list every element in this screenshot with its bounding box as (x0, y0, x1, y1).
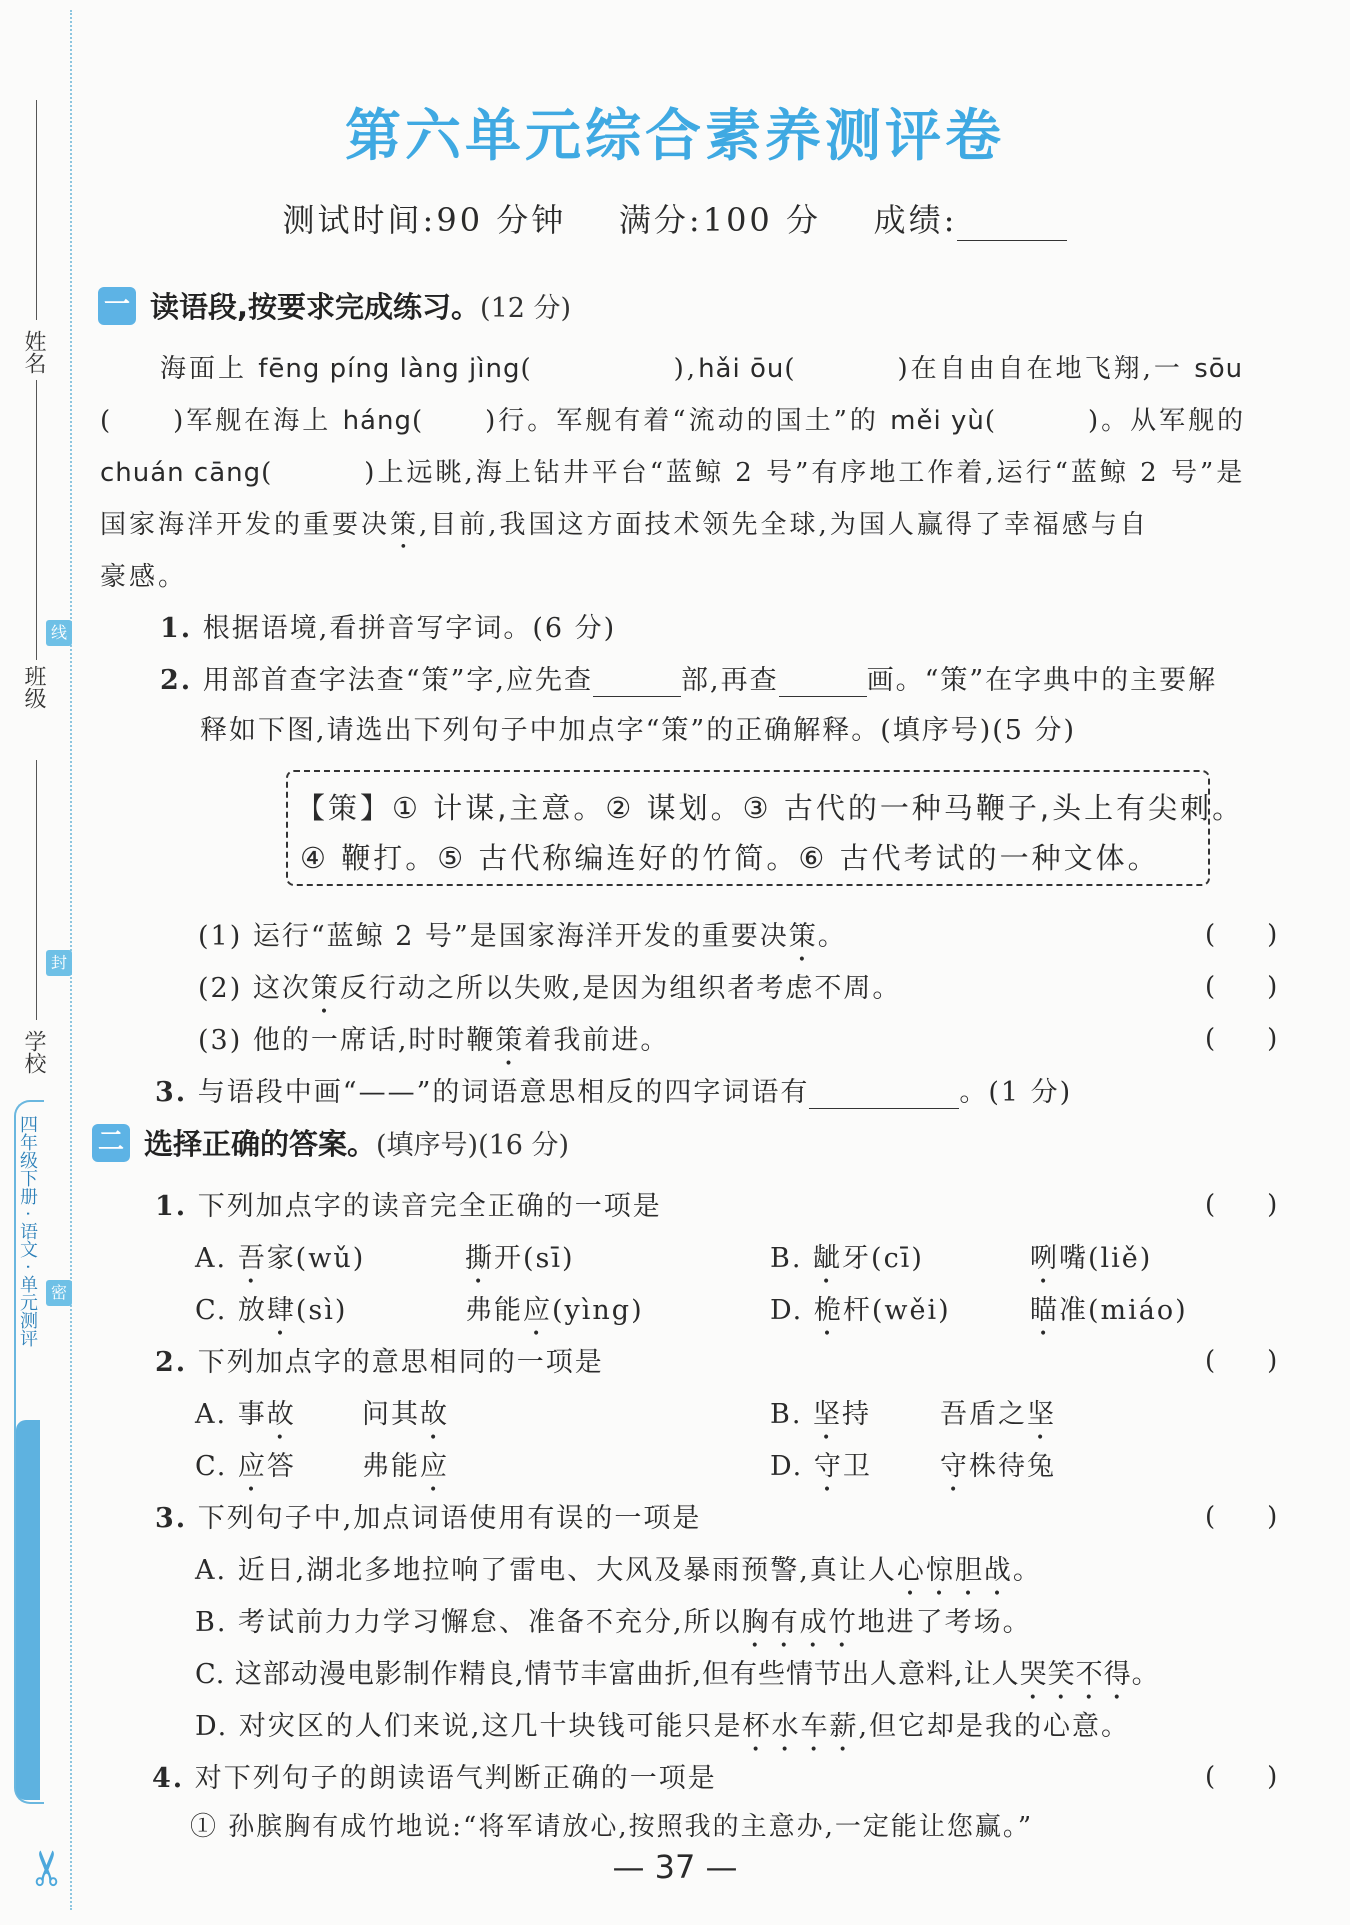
s2-q3-answer[interactable]: ( ) (1205, 1502, 1278, 1532)
s2-q1-opt-d2: 瞄准(miáo) (1030, 1295, 1188, 1326)
section2-heading (92, 1122, 569, 1163)
subq-2: (2) 这次策反行动之所以失败,是因为组织者考虑不周。 (198, 973, 902, 1004)
s2-q2-opt-a[interactable]: A. 事故 (195, 1399, 296, 1430)
section2-score: (填序号)(16 分) (376, 1130, 570, 1161)
s2-q1: 1. 下列加点字的读音完全正确的一项是 (155, 1191, 662, 1222)
cut-label-line: 线 (46, 620, 72, 646)
class-fill-line (36, 380, 37, 660)
s2-q1-opt-a[interactable]: A. 吾家(wǔ) (195, 1243, 366, 1274)
section1-title: 读语段,按要求完成练习。 (150, 290, 481, 324)
strokes-blank[interactable] (779, 670, 867, 697)
s2-q2-opt-c[interactable]: C. 应答 (195, 1451, 296, 1482)
s2-q2-opt-c2: 弗能应 (362, 1451, 449, 1482)
s1-q1: 1. 根据语境,看拼音写字词。(6 分) (160, 613, 617, 644)
definition-line-2: ④ 鞭打。⑤ 古代称编连好的竹简。⑥ 古代考试的一种文体。 (300, 841, 1160, 875)
para-line-3: chuán cāng( )上远眺,海上钻井平台“蓝鲸 2 号”有序地工作着,运行“蓝鲸 2 号”是 (100, 458, 1246, 488)
s2-q4-answer[interactable]: ( ) (1205, 1762, 1278, 1792)
page-title: 第六单元综合素养测评卷 (345, 103, 1005, 169)
subq-3: (3) 他的一席话,时时鞭策着我前进。 (198, 1025, 670, 1056)
spine-fill (16, 1420, 40, 1800)
subq-1: (1) 运行“蓝鲸 2 号”是国家海洋开发的重要决策。 (198, 921, 847, 952)
test-meta (0, 195, 1350, 241)
s2-q1-opt-a2: 撕开(sī) (465, 1243, 575, 1274)
cut-label-seal: 封 (46, 950, 72, 976)
section1-heading (98, 285, 571, 326)
scissors-icon: ✂ (20, 1847, 77, 1889)
s2-q3-opt-b[interactable]: B. 考试前力力学习懈怠、准备不充分,所以胸有成竹地进了考场。 (195, 1607, 1032, 1638)
s2-q2-opt-d[interactable]: D. 守卫 (770, 1451, 872, 1482)
s2-q4-sentence-1: ① 孙膑胸有成竹地说:“将军请放心,按照我的主意办,一定能让您赢。” (190, 1812, 1034, 1842)
s2-q3-opt-c[interactable]: C. 这部动漫电影制作精良,情节丰富曲折,但有些情节出人意料,让人哭笑不得。 (195, 1659, 1160, 1690)
s2-q3-opt-d[interactable]: D. 对灾区的人们来说,这几十块钱可能只是杯水车薪,但它却是我的心意。 (195, 1711, 1131, 1742)
s2-q2-opt-b[interactable]: B. 坚持 (770, 1399, 872, 1430)
s2-q1-opt-b2: 咧嘴(liě) (1030, 1243, 1153, 1274)
s1-q2-line1: 2. 用部首查字法查“策”字,应先查 部,再查 画。“策”在字典中的主要解 (160, 665, 1218, 696)
section2-number: 二 (92, 1124, 130, 1162)
s2-q1-opt-c2: 弗能应(yìng) (465, 1295, 644, 1326)
s2-q4: 4. 对下列句子的朗读语气判断正确的一项是 (152, 1763, 717, 1794)
name-label: 姓名 (21, 330, 46, 374)
school-label: 学校 (21, 1030, 46, 1074)
section1-number: 一 (98, 287, 136, 325)
page-number: — 37 — (612, 1848, 738, 1886)
score-blank[interactable] (957, 210, 1067, 241)
test-time: 测试时间:90 分钟 (282, 201, 567, 239)
radical-blank[interactable] (593, 670, 681, 697)
para-line-4: 国家海洋开发的重要决策,目前,我国这方面技术领先全球,为国人赢得了幸福感与自 (100, 510, 1149, 540)
s2-q2-opt-b2: 吾盾之坚 (940, 1399, 1056, 1430)
s2-q2-opt-a2: 问其故 (362, 1399, 449, 1430)
spine-text: 四年级下册 · 语文 · 单元测评 (17, 1115, 38, 1348)
school-fill-line (36, 760, 37, 1020)
class-label: 班级 (21, 665, 46, 709)
s2-q3: 3. 下列句子中,加点词语使用有误的一项是 (155, 1503, 702, 1534)
definition-line-1: 【策】① 计谋,主意。② 谋划。③ 古代的一种马鞭子,头上有尖刺。 (296, 791, 1245, 825)
subq-1-answer[interactable]: ( ) (1205, 920, 1278, 950)
score-label: 成绩: (873, 201, 958, 239)
section2-title: 选择正确的答案。 (144, 1127, 377, 1161)
s2-q1-opt-d[interactable]: D. 桅杆(wěi) (770, 1295, 951, 1326)
cut-label-secret: 密 (46, 1280, 72, 1306)
s2-q1-opt-b[interactable]: B. 龇牙(cī) (770, 1243, 924, 1274)
s2-q2: 2. 下列加点字的意思相同的一项是 (155, 1347, 604, 1378)
s2-q2-answer[interactable]: ( ) (1205, 1346, 1278, 1376)
s1-q3: 3. 与语段中画“——”的词语意思相反的四字词语有 。(1 分) (155, 1077, 1073, 1108)
s2-q2-opt-d2: 守株待兔 (940, 1451, 1056, 1482)
para-line-2: ( )军舰在海上 háng( )行。军舰有着“流动的国土”的 měi yù( )。从军舰的 (100, 406, 1247, 436)
s2-q1-answer[interactable]: ( ) (1205, 1190, 1278, 1220)
para-line-5: 豪感。 (100, 562, 188, 592)
s1-q2-line2: 释如下图,请选出下列句子中加点字“策”的正确解释。(填序号)(5 分) (200, 715, 1077, 746)
full-score: 满分:100 分 (618, 201, 821, 239)
s2-q3-opt-a[interactable]: A. 近日,湖北多地拉响了雷电、大风及暴雨预警,真让人心惊胆战。 (195, 1555, 1042, 1586)
antonym-blank[interactable] (809, 1082, 959, 1109)
subq-2-answer[interactable]: ( ) (1205, 972, 1278, 1002)
subq-3-answer[interactable]: ( ) (1205, 1024, 1278, 1054)
s2-q1-opt-c[interactable]: C. 放肆(sì) (195, 1295, 348, 1326)
para-line-1: 海面上 fēng píng làng jìng( ),hǎi ōu( )在自由自在地飞翔,一 sōu (160, 354, 1244, 384)
section1-score: (12 分) (480, 293, 572, 324)
